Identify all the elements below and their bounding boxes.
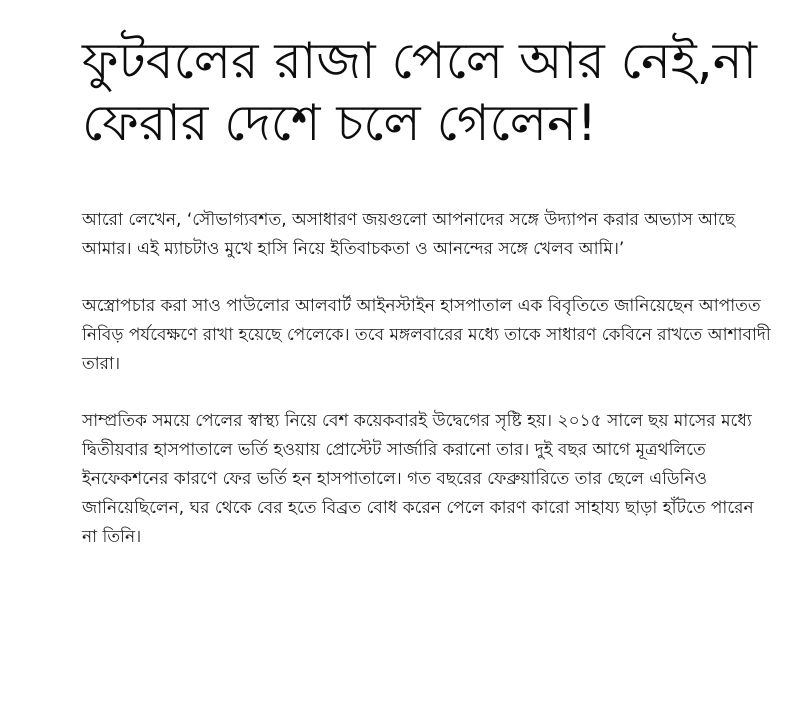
article-headline: ফুটবলের রাজা পেলে আর নেই,না ফেরার দেশে চলে গেলেন! [82, 32, 758, 152]
article-body [82, 206, 772, 552]
article-paragraph: আরো লেখেন, ‘সৌভাগ্যবশত, অসাধারণ জয়গুলো আপনাদের সঙ্গে উদ্যাপন করার অভ্যাস আছে আমার। এই ম্যাচটাও মুখে হাসি নিয়ে ইতিবাচকতা ও আনন্দের সঙ্গে খেলব আমি।’ [82, 210, 736, 259]
article-paragraph: সাম্প্রতিক সময়ে পেলের স্বাস্থ্য নিয়ে বেশ কয়েকবারই উদ্বেগের সৃষ্টি হয়। ২০১৫ সালে ছয় মাসের মধ্যে দ্বিতীয়বার হাসপাতালে ভর্তি হওয়ায় প্রোস্টেট সার্জারি করানো তার। দুই বছর আগে মূত্রথলিতে ইনফেকশনের কারণে ফের ভর্তি হন হাসপাতালে। গত বছরের ফেব্রুয়ারিতে তার ছেলে এডিনিও জানিয়েছিলেন, ঘর থেকে বের হতে বিব্রত বোধ করেন পেলে কারণ কারো সাহায্য ছাড়া হাঁটতে পারেন না তিনি। [82, 411, 754, 547]
article [82, 30, 772, 580]
article-paragraph: অস্ত্রোপচার করা সাও পাউলোর আলবার্ট আইনস্টাইন হাসপাতাল এক বিবৃতিতে জানিয়েছেন আপাতত নিবিড় পর্যবেক্ষণে রাখা হয়েছে পেলেকে। তবে মঙ্গলবারের মধ্যে তাকে সাধারণ কেবিনে রাখতে আশাবাদী তারা। [82, 296, 771, 374]
